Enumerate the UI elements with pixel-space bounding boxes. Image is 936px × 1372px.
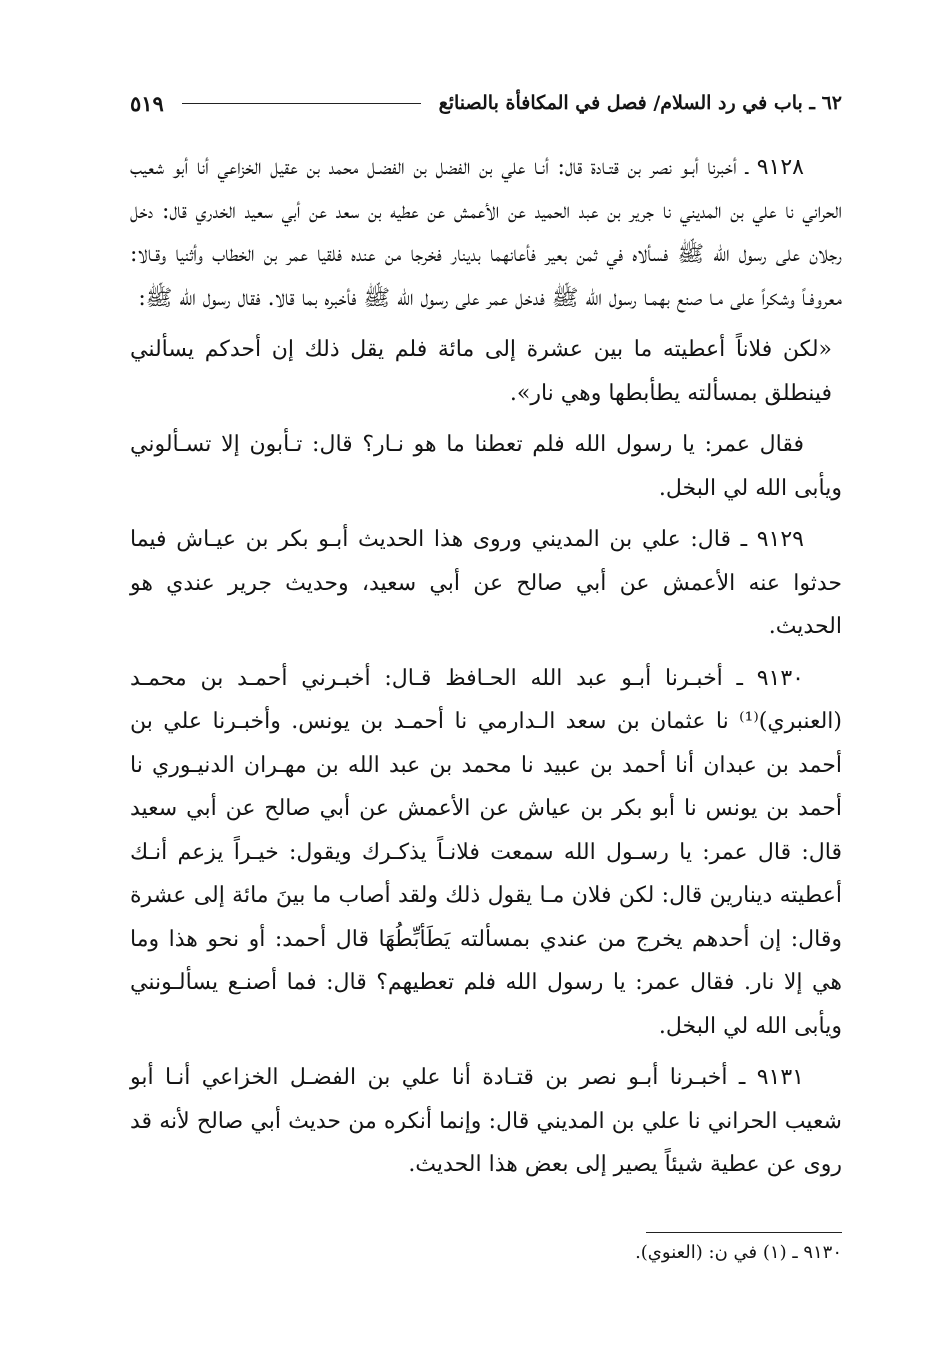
hadith-9131: ٩١٣١ ـ أخبـرنا أبـو نصر بن قتـادة أنا علي بن الفضـل الخزاعي أنـا أبو شعيب الحراني نا علي بن المديني قال: وإنما أنكره من حديث أبي صالح لأنه قد روى عن عطية شيئاً يصير إلى بعض هذا الحديث. — [130, 1065, 842, 1177]
footnote-rule — [646, 1232, 842, 1233]
running-header — [130, 88, 842, 118]
hadith-9129: ٩١٢٩ ـ قال: علي بن المديني وروى هذا الحديث أبـو بكر بن عيـاش فيما حدثوا عنه الأعمش عن أبي صالح عن أبي سعيد، وحديث جرير عندي هو الحديث. — [130, 527, 842, 639]
footnote: ٩١٣٠ ـ (١) في ن: (العنوي). — [635, 1242, 842, 1263]
main-text — [130, 146, 842, 1195]
header-rule — [182, 103, 421, 104]
hadith-9130: ٩١٣٠ ـ أخبـرنا أبـو عبد الله الحـافظ قـال: أخبـرني أحمـد بن محمـد (العنبري)⁽¹⁾ نا عثمان بن سعد الـدارمي نا أحمـد بن يونس. وأخبـرنا علي بن أحمد بن عبدان أنا أحمد بن عبيد نا محمد بن عبد الله بن مهـران الدنيـوري نا أحمد بن يونس نا أبو بكر بن عياش عن الأعمش عن أبي صالح عن أبي سعيد قال: قال عمر: يا رسـول الله سمعت فلانـاً يذكـرك ويقول: خيـراً يزعم أنـك أعطيته دينارين قال: لكن فلان مـا يقول ذلك ولقد أصاب ما بينَ مائة إلى عشرة وقال: إن أحدهم يخرج من عندي بمسألته يَطَأبِّطُهَا قال أحمد: أو نحو هذا وما هي إلا نار. فقال عمر: يا رسول الله فلم تعطيهم؟ قال: فما أصنـع يسألـونني ويأبى الله لي البخل. — [130, 665, 842, 1039]
hadith-9128: ٩١٢٨ ـ أخبرنا أبـو نصر بن قتـادة قال: أنـا علي بن الفضل بن الفضـل محمد بن عقيل الخزاعي أنا أبو شعيب الحراني نا علي بن المديني نا جرير بن عبد الحميد عن الأعمش عن عطيه بن سعد عن أبي سعيد الخدري قال: دخل رجلان على رسول الله ﷺ فسألاه في ثمن بعير فأعانهما بدينار فخرجا من عنده فلقيا عمر بن الخطاب وأثنيا وقـالا: معروفـاً وشكراً على مـا صنع بهمـا رسول الله ﷺ فدخل عمر على رسول الله ﷺ فأخبره بما قالا. فقال رسول الله ﷺ: — [130, 155, 842, 311]
chapter-title: ٦٢ ـ باب في رد السلام/ فصل في المكافأة بالصنائع — [438, 92, 842, 114]
hadith-9128-continuation: فقال عمر: يا رسول الله فلم تعطنا ما هو نـار؟ قال: تـأبون إلا تسـألوني ويأبى الله لي البخل. — [130, 432, 842, 501]
page-number: ٥١٩ — [130, 90, 164, 116]
hadith-9128-quote: «لكن فلاناً أعطيته ما بين عشرة إلى مائة فلم يقل ذلك إن أحدكم يسألني فينطلق بمسألته يطأبطها وهي نار». — [130, 337, 832, 406]
